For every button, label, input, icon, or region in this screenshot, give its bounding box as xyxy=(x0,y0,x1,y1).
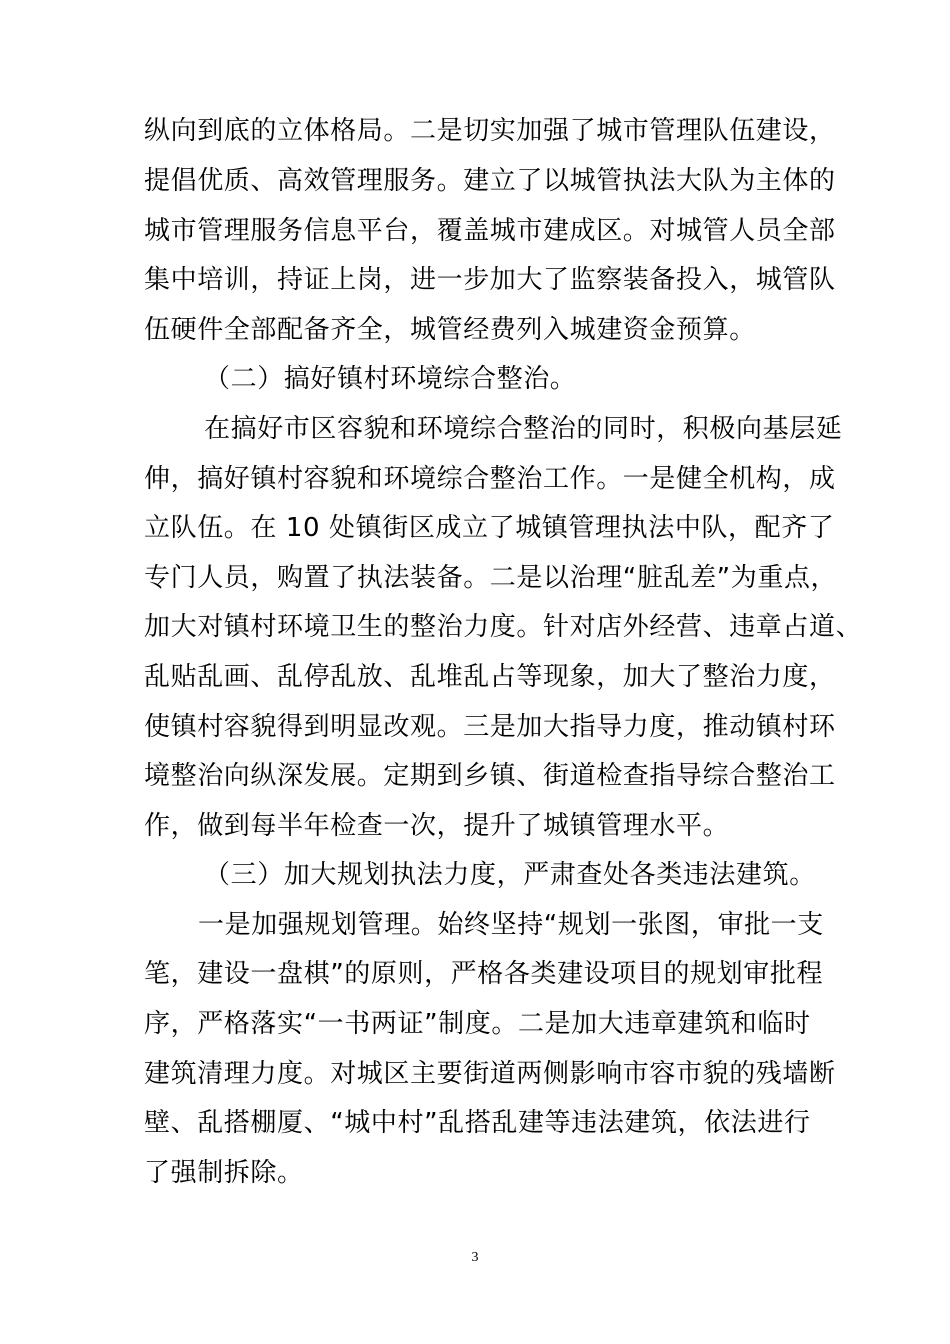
body-text-line: 壁、乱搭棚厦、“城中村”乱搭乱建等违法建筑，依法进行 xyxy=(144,1108,811,1138)
page-number: 3 xyxy=(471,1250,479,1265)
section-heading: （三）加大规划执法力度，严肃查处各类违法建筑。 xyxy=(204,860,816,890)
body-text-line: 城市管理服务信息平台，覆盖城市建成区。对城管人员全部 xyxy=(144,216,836,246)
body-text-line: 伸，搞好镇村容貌和环境综合整治工作。一是健全机构，成 xyxy=(144,464,836,494)
body-text-line: 境整治向纵深发展。定期到乡镇、街道检查指导综合整治工 xyxy=(144,761,836,791)
body-text-line: 专门人员，购置了执法装备。二是以治理“脏乱差”为重点， xyxy=(144,563,838,593)
body-text-line: 建筑清理力度。对城区主要街道两侧影响市容市貌的残墙断 xyxy=(144,1059,836,1089)
body-text-line: 纵向到底的立体格局。二是切实加强了城市管理队伍建设， xyxy=(144,116,836,146)
body-text-line: 一是加强规划管理。始终坚持“规划一张图，审批一支 xyxy=(198,910,824,940)
body-text-line: 使镇村容貌得到明显改观。三是加大指导力度，推动镇村环 xyxy=(144,712,836,742)
body-text-line: 提倡优质、高效管理服务。建立了以城管执法大队为主体的 xyxy=(144,166,836,196)
body-text-line: 立队伍。在 10 处镇街区成立了城镇管理执法中队，配齐了 xyxy=(144,513,835,543)
body-text-line: 伍硬件全部配备齐全，城管经费列入城建资金预算。 xyxy=(144,315,756,345)
body-text-line: 集中培训，持证上岗，进一步加大了监察装备投入，城管队 xyxy=(144,265,836,295)
section-heading: （二）搞好镇村环境综合整治。 xyxy=(204,364,577,394)
body-text-line: 了强制拆除。 xyxy=(144,1158,304,1188)
body-text-line: 作，做到每半年检查一次，提升了城镇管理水平。 xyxy=(144,811,730,841)
body-text-line: 笔，建设一盘棋”的原则，严格各类建设项目的规划审批程 xyxy=(144,959,824,989)
body-text-line: 加大对镇村环境卫生的整治力度。针对店外经营、违章占道、 xyxy=(144,612,863,642)
body-text-line: 在搞好市区容貌和环境综合整治的同时，积极向基层延 xyxy=(204,414,843,444)
body-text-line: 序，严格落实“一书两证”制度。二是加大违章建筑和临时 xyxy=(144,1009,811,1039)
body-text-line: 乱贴乱画、乱停乱放、乱堆乱占等现象，加大了整治力度， xyxy=(144,662,836,692)
